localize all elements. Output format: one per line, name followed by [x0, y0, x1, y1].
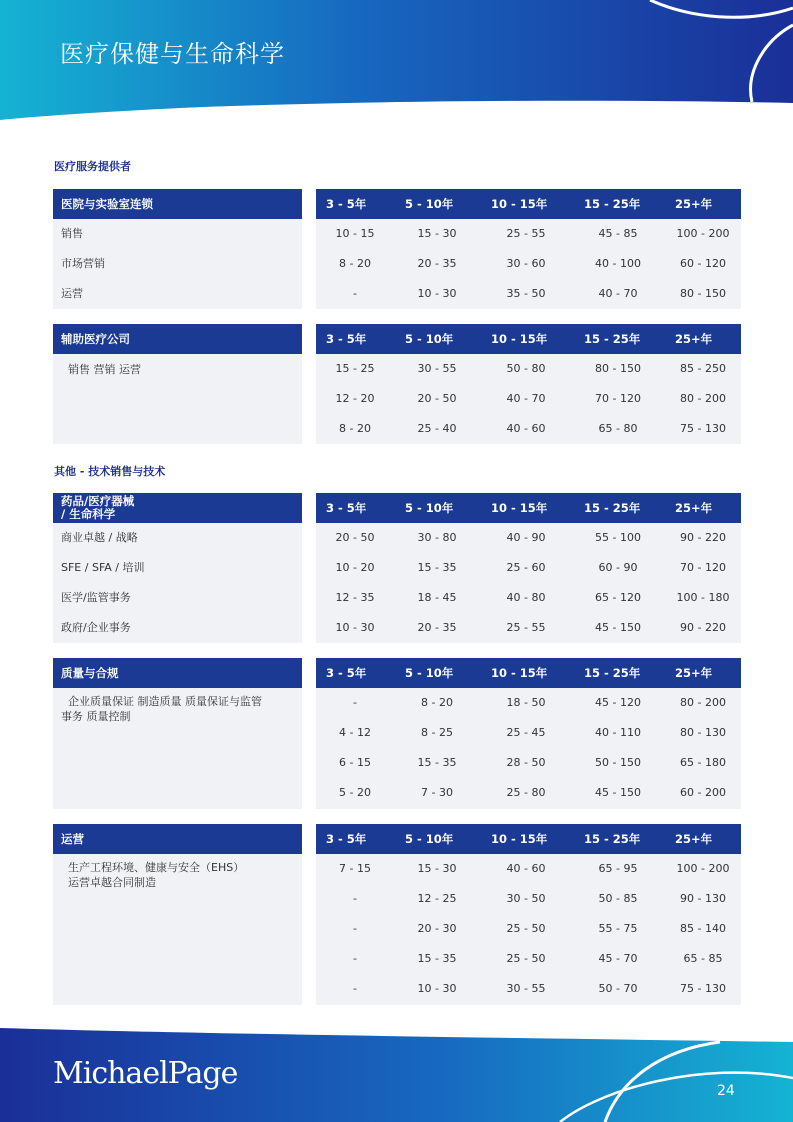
column-header: 10 - 15年	[491, 332, 548, 346]
row-label: SFE / SFA / 培训	[61, 561, 145, 574]
table-4-labels	[53, 658, 302, 809]
column-header: 25+年	[675, 501, 713, 515]
column-header: 5 - 10年	[405, 832, 454, 846]
cell: 7 - 30	[421, 786, 453, 799]
cell: 40 - 70	[506, 392, 546, 405]
table-1-values	[316, 189, 741, 309]
cell: 15 - 30	[417, 862, 457, 875]
column-header: 10 - 15年	[491, 501, 548, 515]
cell: 10 - 30	[417, 287, 457, 300]
cell: 10 - 15	[335, 227, 375, 240]
table-row	[316, 279, 741, 309]
cell: 100 - 200	[676, 862, 730, 875]
row-label-line2: 运营卓越合同制造	[68, 876, 156, 889]
cell: 45 - 150	[595, 786, 641, 799]
cell: 55 - 75	[598, 922, 638, 935]
cell: 60 - 90	[598, 561, 638, 574]
cell: 18 - 50	[506, 696, 546, 709]
table-row	[316, 748, 741, 778]
column-header: 5 - 10年	[405, 332, 454, 346]
cell: -	[353, 287, 357, 300]
column-header: 3 - 5年	[326, 501, 367, 515]
cell: 20 - 35	[417, 257, 457, 270]
cell: 25 - 50	[506, 922, 546, 935]
table-row	[316, 414, 741, 444]
table-2-title: 辅助医疗公司	[53, 324, 302, 354]
cell: 65 - 180	[680, 756, 726, 769]
cell: 25 - 55	[506, 227, 546, 240]
table-3-labels	[53, 493, 302, 643]
cell: 6 - 15	[339, 756, 371, 769]
cell: 25 - 80	[506, 786, 546, 799]
table-row	[316, 219, 741, 249]
column-header: 25+年	[675, 197, 713, 211]
cell: 80 - 130	[680, 726, 726, 739]
cell: 65 - 85	[683, 952, 723, 965]
cell: 80 - 150	[595, 362, 641, 375]
cell: 15 - 35	[417, 561, 457, 574]
column-header: 3 - 5年	[326, 197, 367, 211]
cell: 10 - 30	[417, 982, 457, 995]
column-header-row	[316, 493, 741, 523]
cell: 28 - 50	[506, 756, 546, 769]
table-row	[316, 583, 741, 613]
cell: 4 - 12	[339, 726, 371, 739]
cell: 75 - 130	[680, 422, 726, 435]
cell: 45 - 85	[598, 227, 638, 240]
table-1-title: 医院与实验室连锁	[53, 189, 302, 219]
section-label-healthcare-providers: 医疗服务提供者	[54, 160, 131, 173]
cell: 100 - 180	[676, 591, 730, 604]
cell: 50 - 150	[595, 756, 641, 769]
cell: 100 - 200	[676, 227, 730, 240]
table-row	[316, 354, 741, 384]
table-3-title-line1: 药品/医疗器械	[61, 494, 135, 508]
cell: 30 - 55	[506, 982, 546, 995]
cell: -	[353, 696, 357, 709]
table-row	[316, 249, 741, 279]
table-row	[316, 914, 741, 944]
column-header: 10 - 15年	[491, 666, 548, 680]
column-header: 10 - 15年	[491, 197, 548, 211]
cell: 30 - 55	[417, 362, 457, 375]
table-row	[316, 974, 741, 1004]
michaelpage-logo: MichaelPage	[53, 1056, 238, 1091]
cell: 15 - 30	[417, 227, 457, 240]
cell: 30 - 80	[417, 531, 457, 544]
column-header: 5 - 10年	[405, 666, 454, 680]
table-row	[316, 854, 741, 884]
cell: 12 - 25	[417, 892, 457, 905]
cell: 65 - 120	[595, 591, 641, 604]
column-header: 5 - 10年	[405, 501, 454, 515]
column-header: 15 - 25年	[584, 332, 641, 346]
cell: 85 - 250	[680, 362, 726, 375]
column-header: 5 - 10年	[405, 197, 454, 211]
table-5-labels	[53, 824, 302, 1005]
cell: 45 - 120	[595, 696, 641, 709]
row-label-line2: 事务 质量控制	[61, 710, 131, 723]
section-label-other-technical-sales: 其他 - 技术销售与技术	[54, 465, 166, 478]
cell: 25 - 60	[506, 561, 546, 574]
cell: 40 - 100	[595, 257, 641, 270]
cell: 10 - 30	[335, 621, 375, 634]
cell: 10 - 20	[335, 561, 375, 574]
column-header-row	[316, 824, 741, 854]
cell: -	[353, 922, 357, 935]
column-header-row	[316, 324, 741, 354]
cell: 50 - 70	[598, 982, 638, 995]
cell: 55 - 100	[595, 531, 641, 544]
column-header: 15 - 25年	[584, 666, 641, 680]
table-4-title: 质量与合规	[53, 658, 302, 688]
table-row	[316, 688, 741, 718]
cell: 40 - 60	[506, 422, 546, 435]
row-label: 政府/企业事务	[61, 621, 131, 634]
cell: 80 - 150	[680, 287, 726, 300]
cell: 8 - 20	[339, 422, 371, 435]
cell: 20 - 35	[417, 621, 457, 634]
row-label-block: 销售 营销 运营	[68, 363, 141, 376]
table-5-title: 运营	[53, 824, 302, 854]
cell: 60 - 200	[680, 786, 726, 799]
cell: 7 - 15	[339, 862, 371, 875]
table-row	[316, 523, 741, 553]
cell: 90 - 220	[680, 621, 726, 634]
table-3-title	[53, 493, 302, 523]
column-header: 10 - 15年	[491, 832, 548, 846]
cell: 15 - 25	[335, 362, 375, 375]
column-header: 25+年	[675, 666, 713, 680]
cell: 35 - 50	[506, 287, 546, 300]
footer-banner	[0, 1020, 793, 1122]
row-label-line1: 企业质量保证 制造质量 质量保证与监管	[68, 695, 262, 708]
table-1-labels	[53, 189, 302, 309]
column-header: 3 - 5年	[326, 666, 367, 680]
page-title: 医疗保健与生命科学	[60, 40, 285, 68]
row-label-line1: 生产工程环境、健康与安全（EHS）	[68, 861, 245, 874]
cell: 90 - 220	[680, 531, 726, 544]
cell: -	[353, 892, 357, 905]
cell: 80 - 200	[680, 392, 726, 405]
table-row	[316, 384, 741, 414]
cell: 40 - 80	[506, 591, 546, 604]
cell: 25 - 55	[506, 621, 546, 634]
cell: 8 - 25	[421, 726, 453, 739]
cell: 12 - 35	[335, 591, 375, 604]
cell: 40 - 70	[598, 287, 638, 300]
cell: 45 - 70	[598, 952, 638, 965]
cell: -	[353, 952, 357, 965]
cell: 25 - 40	[417, 422, 457, 435]
table-4-values	[316, 658, 741, 809]
cell: 70 - 120	[595, 392, 641, 405]
cell: 30 - 60	[506, 257, 546, 270]
cell: 12 - 20	[335, 392, 375, 405]
cell: 50 - 85	[598, 892, 638, 905]
cell: 80 - 200	[680, 696, 726, 709]
column-header-row	[316, 189, 741, 219]
cell: 65 - 80	[598, 422, 638, 435]
column-header: 25+年	[675, 332, 713, 346]
table-row	[316, 718, 741, 748]
table-row	[316, 778, 741, 808]
column-header: 3 - 5年	[326, 832, 367, 846]
row-label-block	[53, 854, 302, 890]
cell: 40 - 90	[506, 531, 546, 544]
table-row	[316, 553, 741, 583]
column-header: 15 - 25年	[584, 197, 641, 211]
header-banner	[0, 0, 793, 120]
column-header: 15 - 25年	[584, 832, 641, 846]
cell: 5 - 20	[339, 786, 371, 799]
cell: 40 - 110	[595, 726, 641, 739]
cell: 20 - 50	[417, 392, 457, 405]
row-label: 市场营销	[61, 257, 105, 270]
table-2-labels	[53, 324, 302, 444]
column-header: 15 - 25年	[584, 501, 641, 515]
cell: 90 - 130	[680, 892, 726, 905]
cell: 70 - 120	[680, 561, 726, 574]
cell: 15 - 35	[417, 756, 457, 769]
table-3-values	[316, 493, 741, 643]
cell: 60 - 120	[680, 257, 726, 270]
cell: 85 - 140	[680, 922, 726, 935]
table-3-title-line2: / 生命科学	[61, 507, 116, 521]
cell: 45 - 150	[595, 621, 641, 634]
row-label-block	[53, 688, 302, 724]
table-row	[316, 613, 741, 643]
cell: 18 - 45	[417, 591, 457, 604]
row-label: 销售	[61, 227, 83, 240]
row-label: 医学/监管事务	[61, 591, 131, 604]
table-5-values	[316, 824, 741, 1005]
cell: 50 - 80	[506, 362, 546, 375]
row-label: 运营	[61, 287, 83, 300]
cell: 40 - 60	[506, 862, 546, 875]
cell: 25 - 45	[506, 726, 546, 739]
cell: 8 - 20	[421, 696, 453, 709]
cell: 30 - 50	[506, 892, 546, 905]
column-header: 3 - 5年	[326, 332, 367, 346]
cell: -	[353, 982, 357, 995]
page-number: 24	[717, 1083, 735, 1099]
column-header-row	[316, 658, 741, 688]
cell: 20 - 50	[335, 531, 375, 544]
table-row	[316, 884, 741, 914]
table-row	[316, 944, 741, 974]
cell: 8 - 20	[339, 257, 371, 270]
cell: 75 - 130	[680, 982, 726, 995]
row-label: 商业卓越 / 战略	[61, 531, 138, 544]
table-2-values	[316, 324, 741, 444]
cell: 25 - 50	[506, 952, 546, 965]
cell: 20 - 30	[417, 922, 457, 935]
cell: 15 - 35	[417, 952, 457, 965]
cell: 65 - 95	[598, 862, 638, 875]
column-header: 25+年	[675, 832, 713, 846]
